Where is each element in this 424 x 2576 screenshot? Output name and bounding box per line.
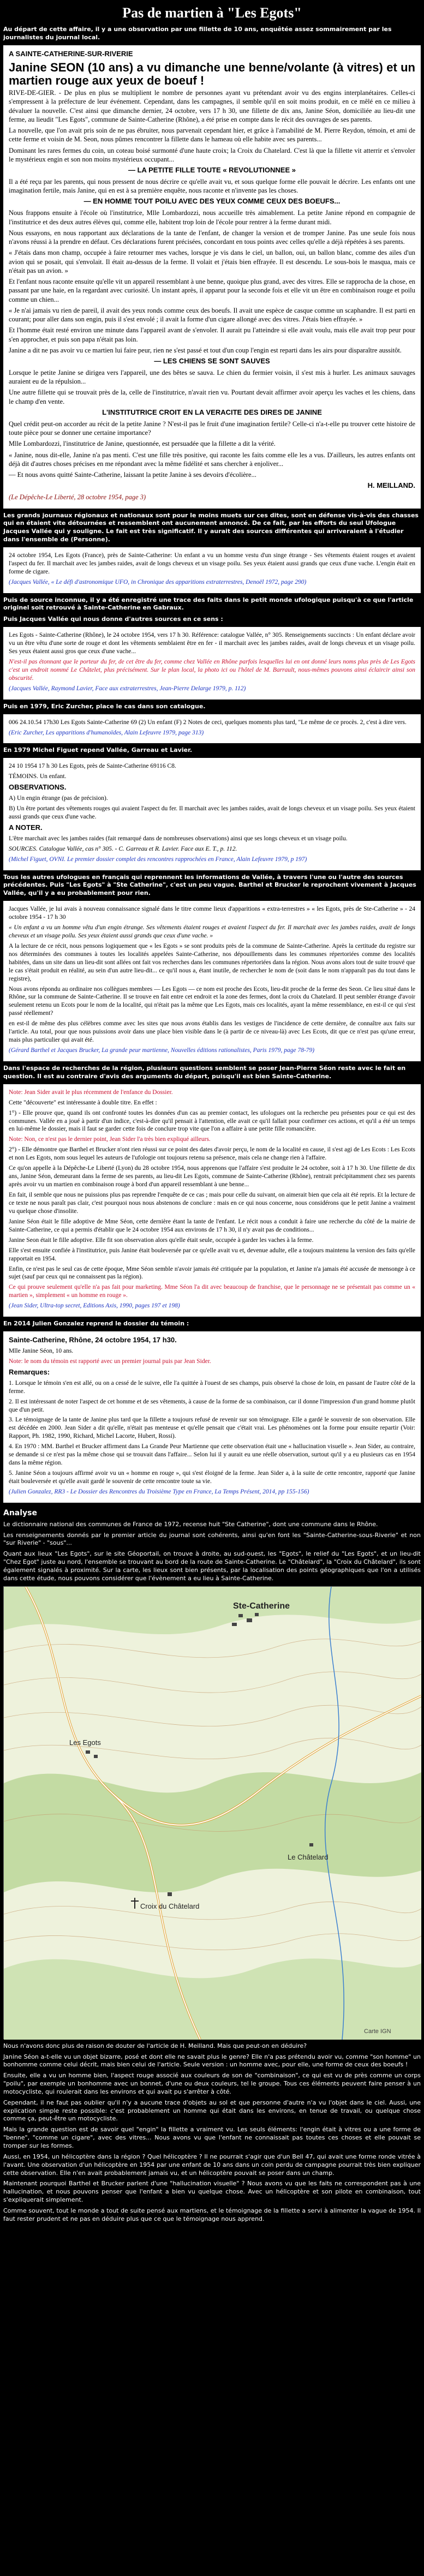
- note-2: Puis de source inconnue, il y a été enregistré une trace des faits dans le petit monde ufologique puisqu'à ce que l'article originel soit retrouvé à Sainte-Catherine en Gabraux.: [3, 596, 414, 612]
- article-obs-title: OBSERVATIONS.: [9, 783, 67, 792]
- article-zurcher: [3, 714, 421, 744]
- article-source: (Michel Figuet, OVNI. Le premier dossier complet des rencontres rapprochées en France, Alain Lefeuvre 1979, p 197): [9, 856, 307, 863]
- article-subheading: — EN HOMME TOUT POILU AVEC DES YEUX COMME CEUX DES BOEUFS...: [83, 197, 341, 206]
- article-paragraph: Dominant les rares fermes du coin, un coteau boisé surmonté d'une haute croix; la Croix du Chatelard. C'est là que la fillette vit atterrir et s'envoler le mystérieux engin et son non moins mystérieux occupant...: [9, 146, 415, 163]
- conclusion-paragraph: Janine Séon a-t-elle vu un objet bizarre, posé et dont elle ne savait plus le genre? Elle n'a pas prétendu avoir vu, comme "son homme" un bonhomme comme celui décrit, mais bien celui de l'article. Seule version : un homme avec, pour elle, une forme de ceux des boeufs !: [3, 2053, 421, 2069]
- article-source: (Eric Zurcher, Les apparitions d'humanoïdes, Alain Lefeuvre 1979, page 313): [9, 729, 204, 736]
- article-subheading: — LA PETITE FILLE TOUTE « REVOLUTIONNEE »: [128, 166, 296, 175]
- article-remark: 4. En 1970 : MM. Barthel et Brucker affirment dans La Grande Peur Martienne que cette observation était une « hallucination visuelle ». Jean Sider, au contraire, se demande si ce n'est pas la même chose qui se trouvait dans l'affaire... Selon lui il y aurait eu une réelle observation, surtout qu'il y a eu plusieurs cas en 1954 dans la même région.: [9, 1443, 415, 1467]
- article-paragraph: Une autre fillette qui se trouvait près de la, celle de l'institutrice, n'avait rien vu. Pourtant devait affirmer avoir aperçu les vaches et les chiens, dans le champ d'en vente.: [9, 389, 415, 405]
- map-label-chatelard: Le Châtelard: [288, 1852, 329, 1861]
- article-paragraph: Janine Séon était le fille adoptive de Mme Séon, cette dernière étant la tante de l'enfant. Le récit nous a conduit à faire une recherche du côté de la mairie de Sainte-Catherine, ce qui a permis d'établir que le 24 octobre 1954 aux environs de 17 h 30, il n'y avait pas de conditions...: [9, 1218, 415, 1233]
- article-paragraph: A la lecture de ce récit, nous pensons logiquement que « les Egots » se sont produits près de la commune de Sainte-Catherine. Après la certitude du registre sur nos déterminées des communes à toutes les localités appelées Sainte-Catherine, nos dépouillements dans les communes répertoriées comme des localités habitées, dans un site dans un lieu-dit sont allées ont fait vos recherches dans les communes répertoriées dans la région. Nous avons alors tout de suite trouvé que le cas s'était produit en réalité, au sein d'un autre lieu-dit... ce qu'il nous a, étant inutile, de rechercher le nom de (soit dans le nom n'apparaît pas du tout dans le registre),: [9, 942, 415, 982]
- article-paragraph: La nouvelle, que l'on avait pris soin de ne pas ébruiter, nous parvenait cependant hier, et grâce à l'amabilité de M. Pierre Reydon, témoin, et ami de cette ferme et voisin de M. Seon, nous pûmes rencontrer la fillette dans le hameau où elle habite avec ses parents...: [9, 127, 415, 144]
- article-paragraph: Nous essayons, en nous rapportant aux déclarations de la tante de l'enfant, de changer la version et de tromper Janine. Pas une seule fois nous n'avons réussi à la prendre en défaut. Ces déclarations furent précisées, concordant en tous points avec celles qu'elle a déjà répétées à ses parents.: [9, 229, 415, 246]
- article-quote: « Un enfant a vu un homme vêtu d'un engin étrange. Ses vêtements étaient rouges et avaient l'aspect du fer. Il marchait avec les jambes raides, avait de longs cheveux et un visage poilu. Ses yeux étaient aussi grands que ceux d'une vache. »: [9, 924, 415, 939]
- article-source: (Gérard Barthel et Jacques Brucker, La grande peur martienne, Nouvelles éditions rationalistes, Paris 1979, page 78-79): [9, 1047, 315, 1054]
- article-header: Sainte-Catherine, Rhône, 24 octobre 1954, 17 h30.: [9, 1336, 177, 1344]
- article-source: (Jean Sider, Ultra-top secret, Editions Axis, 1990, pages 197 et 198): [9, 1302, 180, 1310]
- article-paragraph: Nous frappons ensuite à l'école où l'institutrice, Mlle Lombardozzi, nous accueille très aimablement. La petite Janine répond en compagnie de l'institutrice et des deux autres élèves qui, comme elle, habitent trop loin de l'école pour rentrer à la ferme durant midi.: [9, 209, 415, 226]
- article-comment: Note: le nom du témoin est rapporté avec un premier journal puis par Jean Sider.: [9, 1358, 211, 1365]
- article-remark: 5. Janine Séon a toujours affirmé avoir vu un « homme en rouge », qui s'est éloigné de la ferme. Jean Sider a, à la suite de cette rencontre, rapporté que Janine était bouleversée et qu'elle avait gardé le souvenir de cette rencontre toute sa vie.: [9, 1470, 415, 1485]
- article-source: (Jacques Vallée, Raymond Lavier, Face aux extraterrestres, Jean-Pierre Delarge 1979, p. 112): [9, 685, 246, 692]
- map-label-les-egots: Les Egots: [69, 1738, 101, 1747]
- article-gonzalez: [3, 1331, 421, 1503]
- topographic-map: [3, 1586, 421, 2039]
- conclusion-paragraph: Cependant, il ne faut pas oublier qu'il n'y a aucune trace d'objets au sol et que personne d'autre n'a vu l'objet dans le ciel. Aussi, une explication simple reste possible: c'est probablement un homme qui était dans les environs, en tenue de travail, ou quelque chose comme ça, peut-être un motocycliste.: [3, 2099, 421, 2123]
- article-intro: Jacques Vallée, je lui avais à nouveau connaissance signalé dans le titre comme lieux d'apparitions « extra-terrestres » « les Egots, près de Ste-Catherine » - 24 octobre 1954 - 17 h 30: [9, 906, 415, 921]
- article-paragraph: Quel crédit peut-on accorder au récit de la petite Janine ? N'est-il pas le fruit d'une imagination fertile? Celle-ci n'a-t-elle pu trouver cette histoire de toute pièce pour se donner une certaine importance?: [9, 420, 415, 437]
- article-figuet: [3, 758, 421, 870]
- article-paragraph: « J'étais dans mon champ, occupée à faire retourner mes vaches, lorsque je vis dans le ciel, un ballon, oui, un ballon blanc, comme des ailes d'un avion qui se posait, qui s'envolait. Il était au-dessus de la ferme. Il volait et j'étais bien effrayée. Il est descendu. Le sous-bois le masqua, mais ce n'était pas un avion. »: [9, 249, 415, 274]
- article-note: L'être marchait avec les jambes raides (fait remarqué dans de nombreuses observations) ainsi que ses longs cheveux et un visage poilu.: [9, 835, 348, 842]
- map-label-croix: Croix du Châtelard: [140, 1902, 200, 1910]
- article-place: A SAINTE-CATHERINE-SUR-RIVERIE: [9, 49, 133, 58]
- analysis-title: Analyse: [3, 1508, 38, 1517]
- note-7: En 2014 Julien Gonzalez reprend le dossier du témoin :: [3, 1320, 189, 1328]
- conclusion-section: [3, 2042, 421, 2224]
- article-paragraph: Janine a dit ne pas avoir vu ce martien lui faire peur, rien ne s'est passé et tout d'un coup l'engin est reparti dans les airs pour disparaître aussitôt.: [9, 346, 402, 354]
- article-paragraph: Et l'homme était resté environ une minute dans l'appareil avant de s'envoler. Il aurait pu l'atteindre si elle avait voulu, mais elle avait trop peur pour s'en approcher, et puis son papa n'était pas loin.: [9, 326, 415, 343]
- article-paragraph: Et l'enfant nous raconte ensuite qu'elle vit un appareil ressemblant à une benne, quoique plus grand, avec des vitres. Elle se rapprocha de la chose, en passant par une haie, en la regardant avec curiosité. Un instant après, il apparut pour la seconde fois et elle vit un être en combinaison rouge et poilu comme un chien...: [9, 278, 415, 303]
- article-barthel-brucker: [3, 901, 421, 1061]
- conclusion-paragraph: Mais la grande question est de savoir quel "engin" la fillette a vraiment vu. Les seuls éléments: l'engin était à vitres ou a une forme de "benne", "comme un cigare", avec des vitres... Nous avons vu que l'enfant ne connaissait pas toutes ces choses et elle pouvait se tromper sur les formes.: [3, 2126, 421, 2149]
- article-signature: H. MEILLAND.: [367, 481, 415, 490]
- article-remarks-title: Remarques:: [9, 1367, 50, 1376]
- article-header: 24 10 1954 17 h 30 Les Egots, près de Sainte-Catherine 69116 C8.: [9, 763, 176, 770]
- article-original: [3, 45, 421, 509]
- note-1: Les grands journaux régionaux et nationaux sont pour le moins muets sur ces dites, sont en défense vis-à-vis des chasses qui en étaient vite détournées et ressemblent ont aucunement annoncé. De ce fait, par les efforts du seul Ufologue Jacques Vallée qui y souligne. Le fait est très significatif. Il y aurait des sources différentes qui arriveraient à l'étudier dans l'ensemble de (Personne).: [3, 511, 419, 543]
- analysis-paragraph: Les renseignements donnés par le premier article du journal sont cohérents, ainsi qu'en font les "Sainte-Catherine-sous-Riverie" et non "sur Riverie" - "sous"...: [3, 1531, 421, 1547]
- note-4: En 1979 Michel Figuet repend Vallée, Garreau et Lavier.: [3, 746, 193, 754]
- conclusion-paragraph: Comme souvent, tout le monde a tout de suite pensé aux martiens, et le témoignage de la fillette a servi à alimenter la vague de 1954. Il faut rester prudent et ne pas en déduire plus que ce que le témoignage nous apprend.: [3, 2207, 421, 2222]
- article-remark: 1. Lorsque le témoin s'en est allé, ou on a cessé de le suivre, elle l'a quittée à l'ouest de ses champs, puis observé la chose de loin, en passant de l'autre côté de la ferme.: [9, 1379, 415, 1395]
- article-paragraph: En fait, il semble que nous ne puissions plus pas reprendre l'enquête de ce cas ; mais pour celle du suivant, on aimerait bien que cela ait été repris. Et la lecture de ce texte ne nous paraît pas clair, c'est pourquoi nous nous abstenons de conclure : mais en ce qui nous concerne, nous considérons que le petit Janine a vraiment vu quelque chose d'insolite.: [9, 1192, 415, 1215]
- conclusion-paragraph: Aussi, en 1954, un hélicoptère dans la région ? Quel hélicoptère ? Il ne pourrait s'agir que d'un Bell 47, qui avait une forme ronde vitrée à l'avant. Une observation d'un hélicoptère en 1954 par une enfant de 10 ans dans un coin perdu de campagne pourrait très bien expliquer cette observation. Elle n'en avait probablement jamais vu, et un hélicoptère pouvait se poser dans un champ.: [3, 2153, 421, 2177]
- map-label-ste-catherine: Ste-Catherine: [233, 1601, 290, 1611]
- analysis-paragraph: Quant aux lieux "Les Egots", sur le site Géoportail, on trouve à droite, au sud-ouest, les "Egots", le relief du "Les Egots", et un lieu-dit "Chez Egot" juste au nord, l'ensemble se trouvant au bord de la route de Sainte-Catherine. Le "Châtelard", la "Croix du Châtelard", ils sont également signalés à proximité. Sur la carte, les lieux sont bien présents, par la localisation des points géographiques que l'on a utilisés dans cette étude, nous pouvons considérer que l'évènement a eu lieu à Sainte-Catherine.: [3, 1550, 421, 1582]
- article-comment: Ce qui prouve seulement qu'elle n'a pas fait pour marketing. Mme Séon l'a dit avec beaucoup de franchise, que le personnage ne se présentait pas comme un « martien », simplement « un homme en rouge ».: [9, 1284, 415, 1299]
- note-6: Dans l'espace de recherches de la région, plusieurs questions semblent se poser Jean-Pierre Séon reste avec le fait en question. Il est au contraire d'avis des arguments du départ, puisqu'il est bien Sainte-Catherine.: [3, 1065, 406, 1080]
- article-observation: A) Un engin étrange (pas de précision).: [9, 795, 108, 802]
- article-paragraph: en est-il de même des plus célèbres comme avec les sites que nous avons établis dans les vestiges de l'incidence de cette dernière, de connaître aux faits sur l'article. Au total, pour que nous puissions avoir dans une place bien visible dans le (à partir de ce niveau-là) avec Les Ecots, dit que ce n'est pas qu'une erreur, mais plus particulier qui avait été.: [9, 1020, 415, 1044]
- note-5: Tous les autres ufologues en français qui reprennent les informations de Vallée, à travers l'une ou l'autre des sources précédentes. Puis "Les Egots" à "Ste Catherine", c'est un peu vague. Barthel et Brucker le reprochent vivement à Jacques Vallée, qu'il y a eu probablement pour rien.: [3, 873, 416, 897]
- map-image: [4, 1587, 421, 2040]
- article-witness: TÉMOINS. Un enfant.: [9, 773, 67, 780]
- article-paragraph: — Et nous avons quitté Sainte-Catherine, laissant la petite Janine à ses devoirs d'écolière...: [9, 471, 256, 479]
- article-paragraph: RIVE-DE-GIER. - De plus en plus se multiplient le nombre de personnes ayant vu prétendant avoir vu des engins interplanétaires. Celles-ci s'empressent à la préfecture de leur événement. Cependant, dans les campagnes, il semble qu'il en soit moins produit, en ce mêlé en ce milieu à dévaluer la nouvelle. C'est ainsi que dimanche dernier, 24 octobre, vers 17 h 30, une fillette de dix ans, Janine Séon, domiciliée au lieu-dit une ferme, au lieudit "Les Egots", commune de Sainte-Catherine (Rhône), a été prise en compte dans le récit des ouvrages de ses parents.: [9, 89, 415, 123]
- article-comment: Note: Non, ce n'est pas le dernier point, Jean Sider l'a très bien expliqué ailleurs.: [9, 1136, 211, 1143]
- analysis-section: [3, 1521, 421, 1583]
- article-paragraph: Ce qu'on appelle à la Dépêche-Le Liberté (Lyon) du 28 octobre 1954, nous apprenons que l'affaire s'est produite le 24 octobre, soit à 17 h 30. Une fillette de dix ans, Janine Séon, demeurant dans la ferme de ses parents, au lieu-dit Les Egots, commune de Sainte-Catherine (Rhône), rentrait précipitamment chez ses parents après avoir vu un martien en combinaison rouge à bord d'un appareil ressemblant à une benne...: [9, 1165, 415, 1188]
- article-text: Les Egots - Sainte-Catherine (Rhône), le 24 octobre 1954, vers 17 h 30. Référence: catalogue Vallée, n° 305. Renseignements succincts : Un enfant déclare avoir vu un être vêtu d'une sorte de rouge et dont les vêtements semblaient être en fer - il marchait avec les jambes raides, avait de longs cheveux et un visage poilu. Ses yeux étaient aussi gros que ceux d'une vache...: [9, 632, 415, 655]
- article-headline: Janine SEON (10 ans) a vu dimanche une benne/volante (à vitres) et un martien rouge aux yeux de boeuf !: [9, 60, 415, 87]
- article-paragraph: Enfin, ce n'est pas le seul cas de cette époque, Mme Séon semble n'avoir jamais été critiquée par la population, et Janine n'a jamais été accusée de mensonge à ce sujet (sauf par ceux qui ne connaissent pas la région).: [9, 1265, 415, 1281]
- article-paragraph: « Je n'ai jamais vu rien de pareil, il avait des yeux ronds comme ceux des boeufs. Il avait une espèce de casque comme un scaphandre. Il est parti en courant; pour aller dans son engin, puis il s'est envolé ; il avait la forme d'un cigare allongé avec des vitres. J'étais bien effrayée. »: [9, 306, 415, 324]
- article-vallee-1979: [3, 627, 421, 700]
- article-text: 24 octobre 1954, Les Egots (France), près de Sainte-Catherine: Un enfant a vu un homme vestu d'un singe étrange - Ses vêtements étaient rouges et avaient l'aspect du fer. Il marchait avec les jambes raides, avait de longs cheveux et un visage poilu. Ses yeux étaient aussi grands que ceux d'une vache. L'engin était en forme de cigare.: [9, 552, 415, 575]
- map-source: Carte IGN: [364, 2028, 391, 2035]
- analysis-paragraph: Le dictionnaire national des communes de France de 1972, recense huit "Ste Catherine", dont une commune dans le Rhône.: [3, 1520, 378, 1528]
- conclusion-paragraph: Ensuite, elle a vu un homme bien, l'aspect rouge associé aux couleurs de son de "combinaison", ce qui est vu de près comme un corps "poilu", par exemple un bonhomme avec un bonnet, d'une ou deux couleurs, tel le groupe. Tous ces éléments peuvent faire penser à un motocycliste, qui roulerait dans les environs et qui avait pu s'arrêter à côté.: [3, 2072, 421, 2095]
- article-paragraph: Elle s'est ensuite confiée à l'institutrice, puis Janine était bouleversée par ce qu'elle avait vu et, devenue adulte, elle a toujours maintenu la version des faits qu'elle rapportait en 1954.: [9, 1247, 415, 1262]
- article-witness: Mlle Janine Séon, 10 ans.: [9, 1347, 74, 1354]
- page-title: Pas de martien à "Les Egots": [122, 5, 302, 21]
- article-observation: B) Un être portant des vêtements rouges qui avaient l'aspect du fer. Il marchait avec les jambes raides, avait de longs cheveux et un visage poilu. Ses yeux étaient aussi grands que ceux d'une vache.: [9, 805, 415, 820]
- article-sider: [3, 1084, 421, 1317]
- article-vallee-1972: [3, 547, 421, 593]
- article-paragraph: 2°) - Elle démontre que Barthel et Brucker n'ont rien réussi sur ce point des dates d'avoir perçu, le nom de la localité en cause, il s'est agi de Les Ecots : Les Ecots et non Les Egots, nom sous lequel les auteurs de l'ufologie ont toujours retenu sa présence, mais cela ne change rien à l'affaire.: [9, 1146, 415, 1162]
- article-paragraph: 1°) - Elle prouve que, quand ils ont confronté toutes les données d'un cas au premier contact, les ufologues ont la recherche peu présentes pour ce qui est des communes. Vallée en a joué à partir d'un indice, c'est-à-dire qu'il pensait à l'attention, elle avait ce qu'il fallait pour confirmer ces actions, et qu'il a été un temps en lui-même le dossier, mais il faut se garder cette fois de conclure trop vite que l'on a affaire à une petite fille romancière.: [9, 1109, 415, 1133]
- article-subheading: L'INSTITUTRICE CROIT EN LA VERACITE DES DIRES DE JANINE: [102, 408, 322, 416]
- note-3: Puis en 1979, Eric Zurcher, place le cas dans son catalogue.: [3, 702, 206, 710]
- intro-caption: Au départ de cette affaire, il y a une observation par une fillette de 10 ans, enquêtée assez sommairement par les journalistes du journal local.: [3, 26, 392, 41]
- article-paragraph: Janine Seon était le fille adoptive. Elle fit son observation alors qu'elle était seule, occupée à garder les vaches à la ferme.: [9, 1236, 314, 1244]
- note-2b: Puis Jacques Vallée qui nous donne d'autres sources en ce sens :: [3, 615, 223, 623]
- article-paragraph: Cette "découverte" est intéressante à double titre. En effet :: [9, 1099, 157, 1106]
- article-sources: SOURCES. Catalogue Vallée, cas n° 305. - C. Garreau et R. Lavier. Face aux E. T., p. 112.: [9, 845, 237, 852]
- article-paragraph: Il a été reçu par les parents, qui nous pressent de nous décrire ce qu'elle avait vu, et sous quelque forme elle pouvait le décrire. Les enfants ont une imagination fertile, mais Janine, qui en est à sa première enquête, nous raconte et n'invente pas les choses.: [9, 177, 415, 195]
- conclusion-paragraph: Nous n'avons donc plus de raison de douter de l'article de H. Meilland. Mais que peut-on en déduire?: [3, 2042, 307, 2049]
- article-source: (Julien Gonzalez, RR3 - Le Dossier des Rencontres du Troisième Type en France, La Temps Présent, 2014, pp 155-156): [9, 1488, 309, 1495]
- article-note-label: A NOTER.: [9, 823, 43, 832]
- article-source: (Jacques Vallée, « Le défi d'astronomique UFO, in Chronique des apparitions extraterrestres, Denoël 1972, page 290): [9, 578, 307, 585]
- article-source: (Le Dépêche-Le Liberté, 28 octobre 1954, page 3): [9, 493, 146, 501]
- article-subheading: — LES CHIENS SE SONT SAUVES: [154, 357, 270, 366]
- article-paragraph: « Janine, nous dit-elle, Janine n'a pas menti. C'est une fille très positive, qui raconte les faits comme elle les a vus. D'ailleurs, les autres enfants ont déjà dit d'autres choses précises en me répondant avec la même fidélité et sans chercher à enjoliver...: [9, 451, 415, 468]
- article-comment: N'est-il pas étonnant que le porteur du fer, de cet être du fer, comme chez Vallée en Rhône parfois lesquelles lui en ont donné leurs noms plus près de Les Egots c'est un endroit nommé Le Châtelet, plus précisément. Sur le plan local, la photo ici ou l'hôtel de M. Barrault, nous-mêmes pouvons ainsi éclaircir ainsi son obscurité.: [9, 658, 415, 682]
- article-paragraph: Mlle Lombardozzi, l'institutrice de Janine, questionnée, est persuadée que la fillette a dit la vérité.: [9, 440, 276, 448]
- article-intro: Note: Jean Sider avait le plus récemment de l'enfance du Dossier.: [9, 1089, 173, 1096]
- article-paragraph: Lorsque le petite Janine se dirigea vers l'appareil, une des bêtes se sauva. Le chien du fermier voisin, il s'est mis à hurler. Les animaux sauvages auraient eu de la répulsion...: [9, 368, 415, 386]
- article-paragraph: Nous avons répondu au ordinaire nos collègues membres — Les Egots — ce nom est proche des Ecots, lieu-dit proche de la ferme des Seon. Ce lieu situé dans le Rhône, sur la commune de Sainte-Catherine. Il se trouve en fait entre cet endroit et la zone des fermes, dont la croix du Chatelard. Il peut sembler étrange d'avoir seulement retenu un Ecots pour le nom de la localité, qui n'était pas la même que Les Egots, mais ces localités, ayant la même ressemblance, en est-il ce qui s'est passé réellement?: [9, 985, 415, 1017]
- article-text: 006 24.10.54 17h30 Les Egots Sainte-Catherine 69 (2) Un enfant (F) 2 Notes de ceci, quelques moments plus tard, "Le même de ce procès. 2, c'est à dire vers.: [9, 719, 407, 726]
- article-remark: 2. Il est intéressant de noter l'aspect de cet homme et de ses vêtements, à cause de la forme de sa combinaison, car il donne l'impression d'un grand homme plutôt que d'un petit.: [9, 1398, 415, 1413]
- article-remark: 3. Le témoignage de la tante de Janine plus tard que la fillette a toujours refusé de revenir sur son témoignage. Elle a gardé le souvenir de son observation. Elle est décédée en 2000. Jean Sider a dit qu'elle, n'était pas menteuse et qu'elle pensait que c'était vrai. Les phénomènes ont la forme pour ensuite repartir (Voir: Rapport, Ph. 1982, 1990, Richard, Michel Lacorte, Hubert, Rossi).: [9, 1416, 415, 1440]
- conclusion-paragraph: Maintenant pourquoi Barthel et Brucker parlent d'une "hallucination visuelle" ? Nous avons vu que les faits ne correspondent pas à une hallucination, et nous pouvons penser que l'enfant a bien vu quelque chose. Avec un hélicoptère et son pilote en combinaison, tout s'expliquerait simplement.: [3, 2180, 421, 2204]
